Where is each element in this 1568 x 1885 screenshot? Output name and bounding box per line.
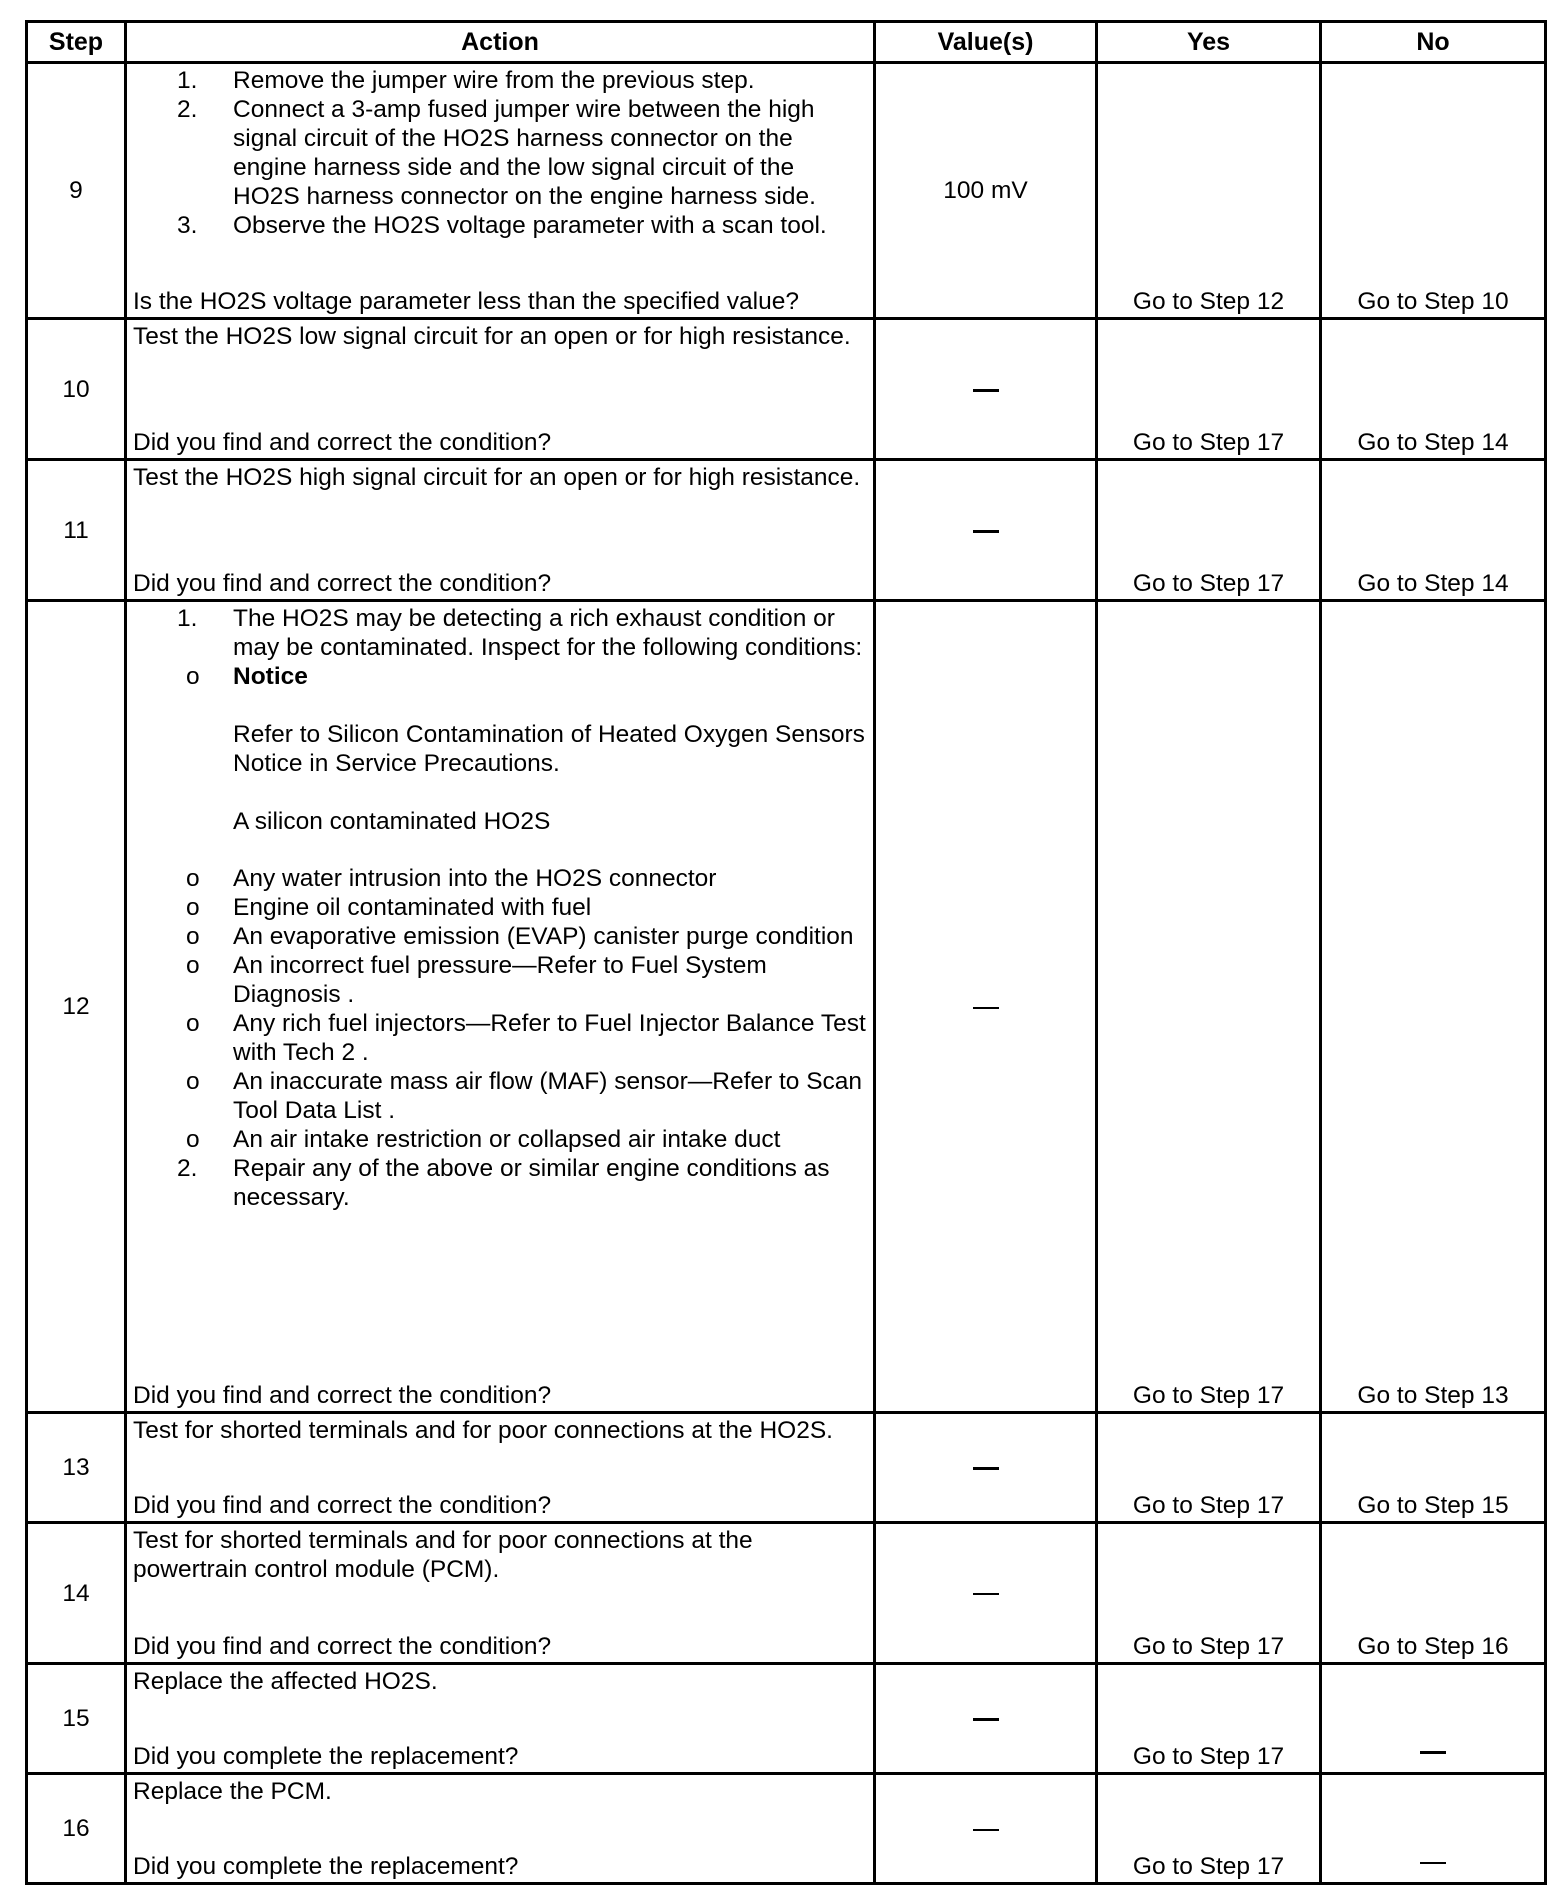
action-question: Did you complete the replacement? [133,1853,519,1880]
dash-icon [973,389,999,392]
table-row-step-13 [27,1413,1546,1523]
action-cell [126,319,875,460]
action-steps [133,66,867,240]
dash-icon [1420,1862,1446,1864]
header-step: Step [27,22,126,63]
value-cell: 100 mV [875,63,1097,319]
value-cell [875,1413,1097,1523]
yes-cell: Go to Step 17 [1097,601,1321,1413]
action-text: Test the HO2S high signal circuit for an open or for high resistance. [133,464,861,491]
step-number: 10 [27,319,126,460]
action-question: Did you find and correct the condition? [133,1382,552,1409]
yes-cell: Go to Step 17 [1097,1774,1321,1884]
diagnostic-table [25,20,1547,1885]
table-row-step-11 [27,460,1546,601]
list-item: o Any water intrusion into the HO2S connector [186,865,717,892]
notice-text: Refer to Silicon Contamination of Heated Oxygen Sensors Notice in Service Precautions. [233,721,865,777]
step-number: 9 [27,63,126,319]
action-cell [126,601,875,1413]
list-item: 1. Remove the jumper wire from the previous step. [177,67,755,94]
action-question: Did you find and correct the condition? [133,429,552,456]
action-cell [126,1413,875,1523]
notice-title: Notice [233,663,308,690]
yes-cell: Go to Step 17 [1097,1664,1321,1774]
table-row-step-15 [27,1664,1546,1774]
table-row-step-16 [27,1774,1546,1884]
action-cell [126,1774,875,1884]
list-item: o An incorrect fuel pressure—Refer to Fuel System Diagnosis . [186,952,767,1008]
list-item: 2. Connect a 3-amp fused jumper wire between the high signal circuit of the HO2S harness connector on the engine harness side and the low signal circuit of the HO2S harness connector on the engine harness side. [177,96,816,210]
no-cell: Go to Step 16 [1321,1523,1546,1664]
action-text: Test for shorted terminals and for poor connections at the HO2S. [133,1417,833,1444]
action-cell [126,1523,875,1664]
step-number: 12 [27,601,126,1413]
dash-icon [973,1467,999,1470]
dash-icon [1420,1751,1446,1754]
step-number: 11 [27,460,126,601]
list-item: 1. The HO2S may be detecting a rich exhaust condition or may be contaminated. Inspect for the following conditions: o Notice Refer to Silicon Contamination of Heated Oxygen Sensors Notice in Service Precautions. A silicon contaminated HO2S o Any water intrusion into the HO2S connector o Engine oil contaminated with fuel o An evaporative emission (EVAP) canister purge condition o An incorrect fuel pressure—Refer to Fuel System Diagnosis . o Any rich fuel injectors—Refer to Fuel Injector Balance Test with Tech 2 . o An inaccurate mass air flow (MAF) sensor—Refer to Scan Tool Data List . o An air intake restriction or collapsed air intake duct [133,604,867,1154]
list-item: o An inaccurate mass air flow (MAF) sensor—Refer to Scan Tool Data List . [186,1068,863,1124]
no-cell: Go to Step 13 [1321,601,1546,1413]
value-cell [875,1664,1097,1774]
list-item: o An evaporative emission (EVAP) canister purge condition [186,923,854,950]
step-number: 15 [27,1664,126,1774]
notice-item: o Notice Refer to Silicon Contamination of Heated Oxygen Sensors Notice in Service Precautions. A silicon contaminated HO2S [133,662,867,836]
dash-icon [973,1007,999,1009]
no-cell: Go to Step 14 [1321,319,1546,460]
condition-list [133,662,867,1154]
value-cell [875,319,1097,460]
header-no: No [1321,22,1546,63]
action-text: Test the HO2S low signal circuit for an open or for high resistance. [133,323,851,350]
value-cell [875,1774,1097,1884]
list-item: 3. Observe the HO2S voltage parameter with a scan tool. [177,212,827,239]
table-row-step-12 [27,601,1546,1413]
value-cell [875,601,1097,1413]
value-cell [875,1523,1097,1664]
action-question: Did you find and correct the condition? [133,1492,552,1519]
yes-cell: Go to Step 17 [1097,1413,1321,1523]
action-question: Did you find and correct the condition? [133,1633,552,1660]
list-item: 2. Repair any of the above or similar engine conditions as necessary. [177,1155,830,1211]
table-row-step-9 [27,63,1546,319]
action-question: Did you find and correct the condition? [133,570,552,597]
header-values: Value(s) [875,22,1097,63]
notice-extra: A silicon contaminated HO2S [233,808,551,835]
no-cell [1321,1664,1546,1774]
no-cell: Go to Step 10 [1321,63,1546,319]
list-item: o An air intake restriction or collapsed air intake duct [186,1126,781,1153]
dash-icon [973,530,999,533]
yes-cell: Go to Step 17 [1097,319,1321,460]
header-yes: Yes [1097,22,1321,63]
action-cell [126,1664,875,1774]
dash-icon [973,1829,999,1831]
no-cell: Go to Step 14 [1321,460,1546,601]
step-number: 13 [27,1413,126,1523]
header-row [27,22,1546,63]
action-steps [133,604,867,1212]
action-text: Replace the affected HO2S. [133,1668,438,1695]
yes-cell: Go to Step 12 [1097,63,1321,319]
list-item: o Engine oil contaminated with fuel [186,894,592,921]
dash-icon [973,1718,999,1721]
dash-icon [973,1593,999,1595]
no-cell: Go to Step 15 [1321,1413,1546,1523]
yes-cell: Go to Step 17 [1097,460,1321,601]
action-cell [126,460,875,601]
table-row-step-10 [27,319,1546,460]
table-row-step-14 [27,1523,1546,1664]
action-text: Test for shorted terminals and for poor connections at the powertrain control module (PCM). [133,1527,753,1583]
step-number: 16 [27,1774,126,1884]
list-item: o Any rich fuel injectors—Refer to Fuel Injector Balance Test with Tech 2 . [186,1010,866,1066]
value-cell [875,460,1097,601]
action-question: Did you complete the replacement? [133,1743,519,1770]
action-text: Replace the PCM. [133,1778,332,1805]
action-question: Is the HO2S voltage parameter less than the specified value? [133,288,799,315]
yes-cell: Go to Step 17 [1097,1523,1321,1664]
header-action: Action [126,22,875,63]
action-cell [126,63,875,319]
step-number: 14 [27,1523,126,1664]
no-cell [1321,1774,1546,1884]
